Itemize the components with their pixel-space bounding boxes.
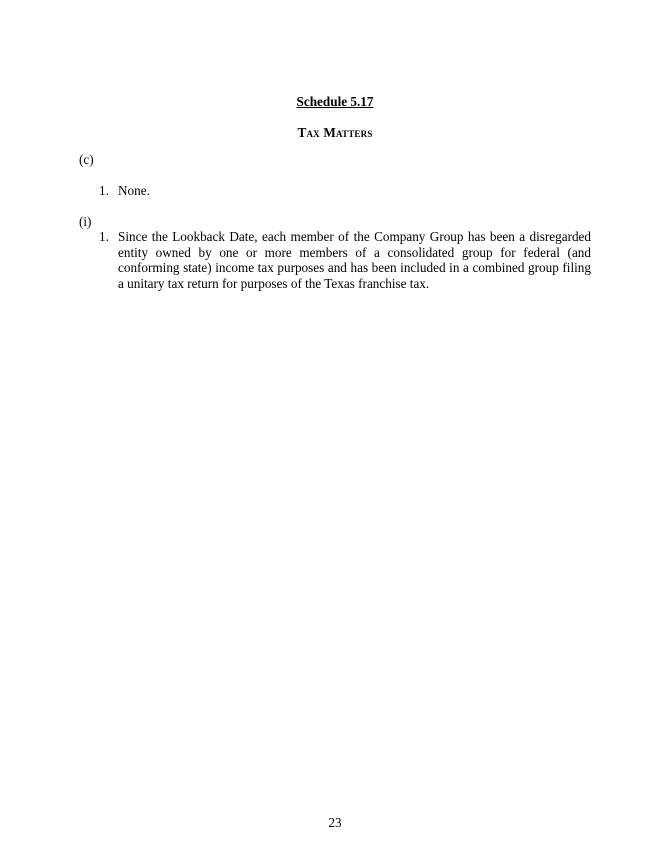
list-item-number: 1.: [99, 229, 109, 244]
section-label-c: (c): [79, 152, 94, 167]
list-item-number: 1.: [99, 183, 109, 198]
list-item-text: Since the Lookback Date, each member of the Company Group has been a disregarded entity owned by one or more members of a consolidated group for federal (and conforming state) income tax purposes and has been included in a combined group filing a unitary tax return for purposes of the Texas franchise tax.: [118, 229, 591, 291]
schedule-title: Schedule 5.17: [296, 94, 374, 109]
section-label-i: (i): [79, 214, 92, 229]
section-title: Tax Matters: [297, 125, 373, 140]
page-number: 23: [328, 815, 342, 830]
list-item-text: None.: [118, 183, 150, 198]
